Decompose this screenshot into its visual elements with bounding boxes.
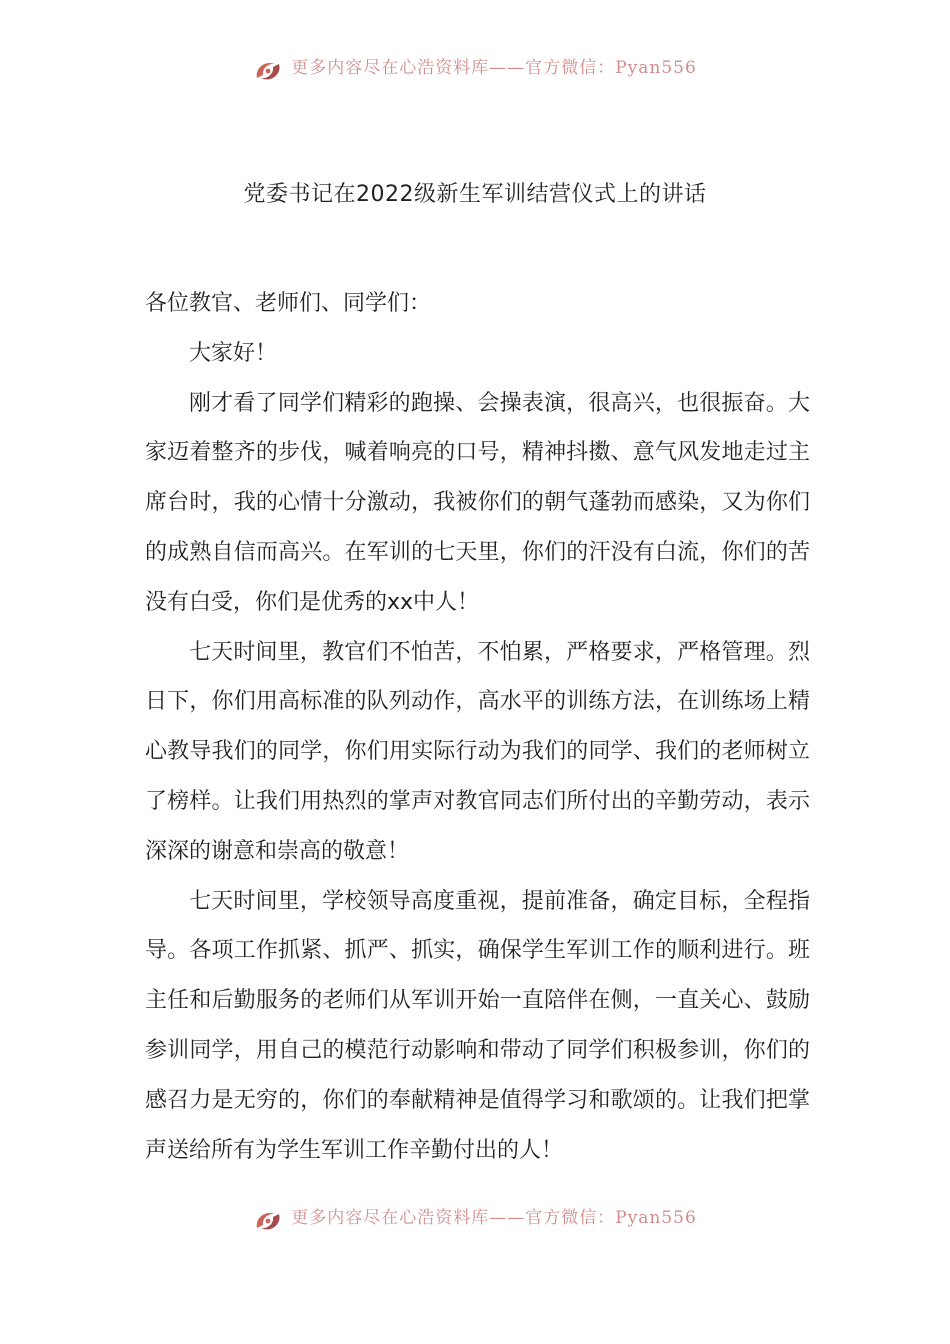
swirl-logo-icon <box>253 1208 283 1234</box>
document-body <box>145 279 810 1175</box>
header-watermark <box>0 56 950 86</box>
salutation: 各位教官、老师们、同学们： <box>145 291 432 316</box>
watermark-group <box>253 1208 697 1234</box>
document-title: 党委书记在2022级新生军训结营仪式上的讲话 <box>243 182 707 207</box>
paragraph-1: 刚才看了同学们精彩的跑操、会操表演，很高兴，也很振奋。大家迈着整齐的步伐，喊着响亮的口号，精神抖擞、意气风发地走过主席台时，我的心情十分激动，我被你们的朝气蓬勃而感染，又为你们的成熟自信而高兴。在军训的七天里，你们的汗没有白流，你们的苦没有白受，你们是优秀的xx中人！ <box>145 390 810 615</box>
swirl-logo-icon <box>253 58 283 84</box>
paragraph-2: 七天时间里，教官们不怕苦，不怕累，严格要求，严格管理。烈日下，你们用高标准的队列动作，高水平的训练方法，在训练场上精心教导我们的同学，你们用实际行动为我们的同学、我们的老师树立了榜样。让我们用热烈的掌声对教官同志们所付出的辛勤劳动，表示深深的谢意和崇高的敬意！ <box>145 639 810 864</box>
watermark-group <box>253 58 697 84</box>
watermark-text: 更多内容尽在心浩资料库——官方微信：Pyan556 <box>291 57 697 78</box>
paragraph-greeting: 大家好！ <box>189 340 278 366</box>
footer-watermark <box>0 1206 950 1236</box>
watermark-text: 更多内容尽在心浩资料库——官方微信：Pyan556 <box>291 1207 697 1228</box>
paragraph-3: 七天时间里，学校领导高度重视，提前准备，确定目标，全程指导。各项工作抓紧、抓严、抓实，确保学生军训工作的顺利进行。班主任和后勤服务的老师们从军训开始一直陪伴在侧，一直关心、鼓励参训同学，用自己的模范行动影响和带动了同学们积极参训，你们的感召力是无穷的，你们的奉献精神是值得学习和歌颂的。让我们把掌声送给所有为学生军训工作辛勤付出的人！ <box>145 888 810 1163</box>
